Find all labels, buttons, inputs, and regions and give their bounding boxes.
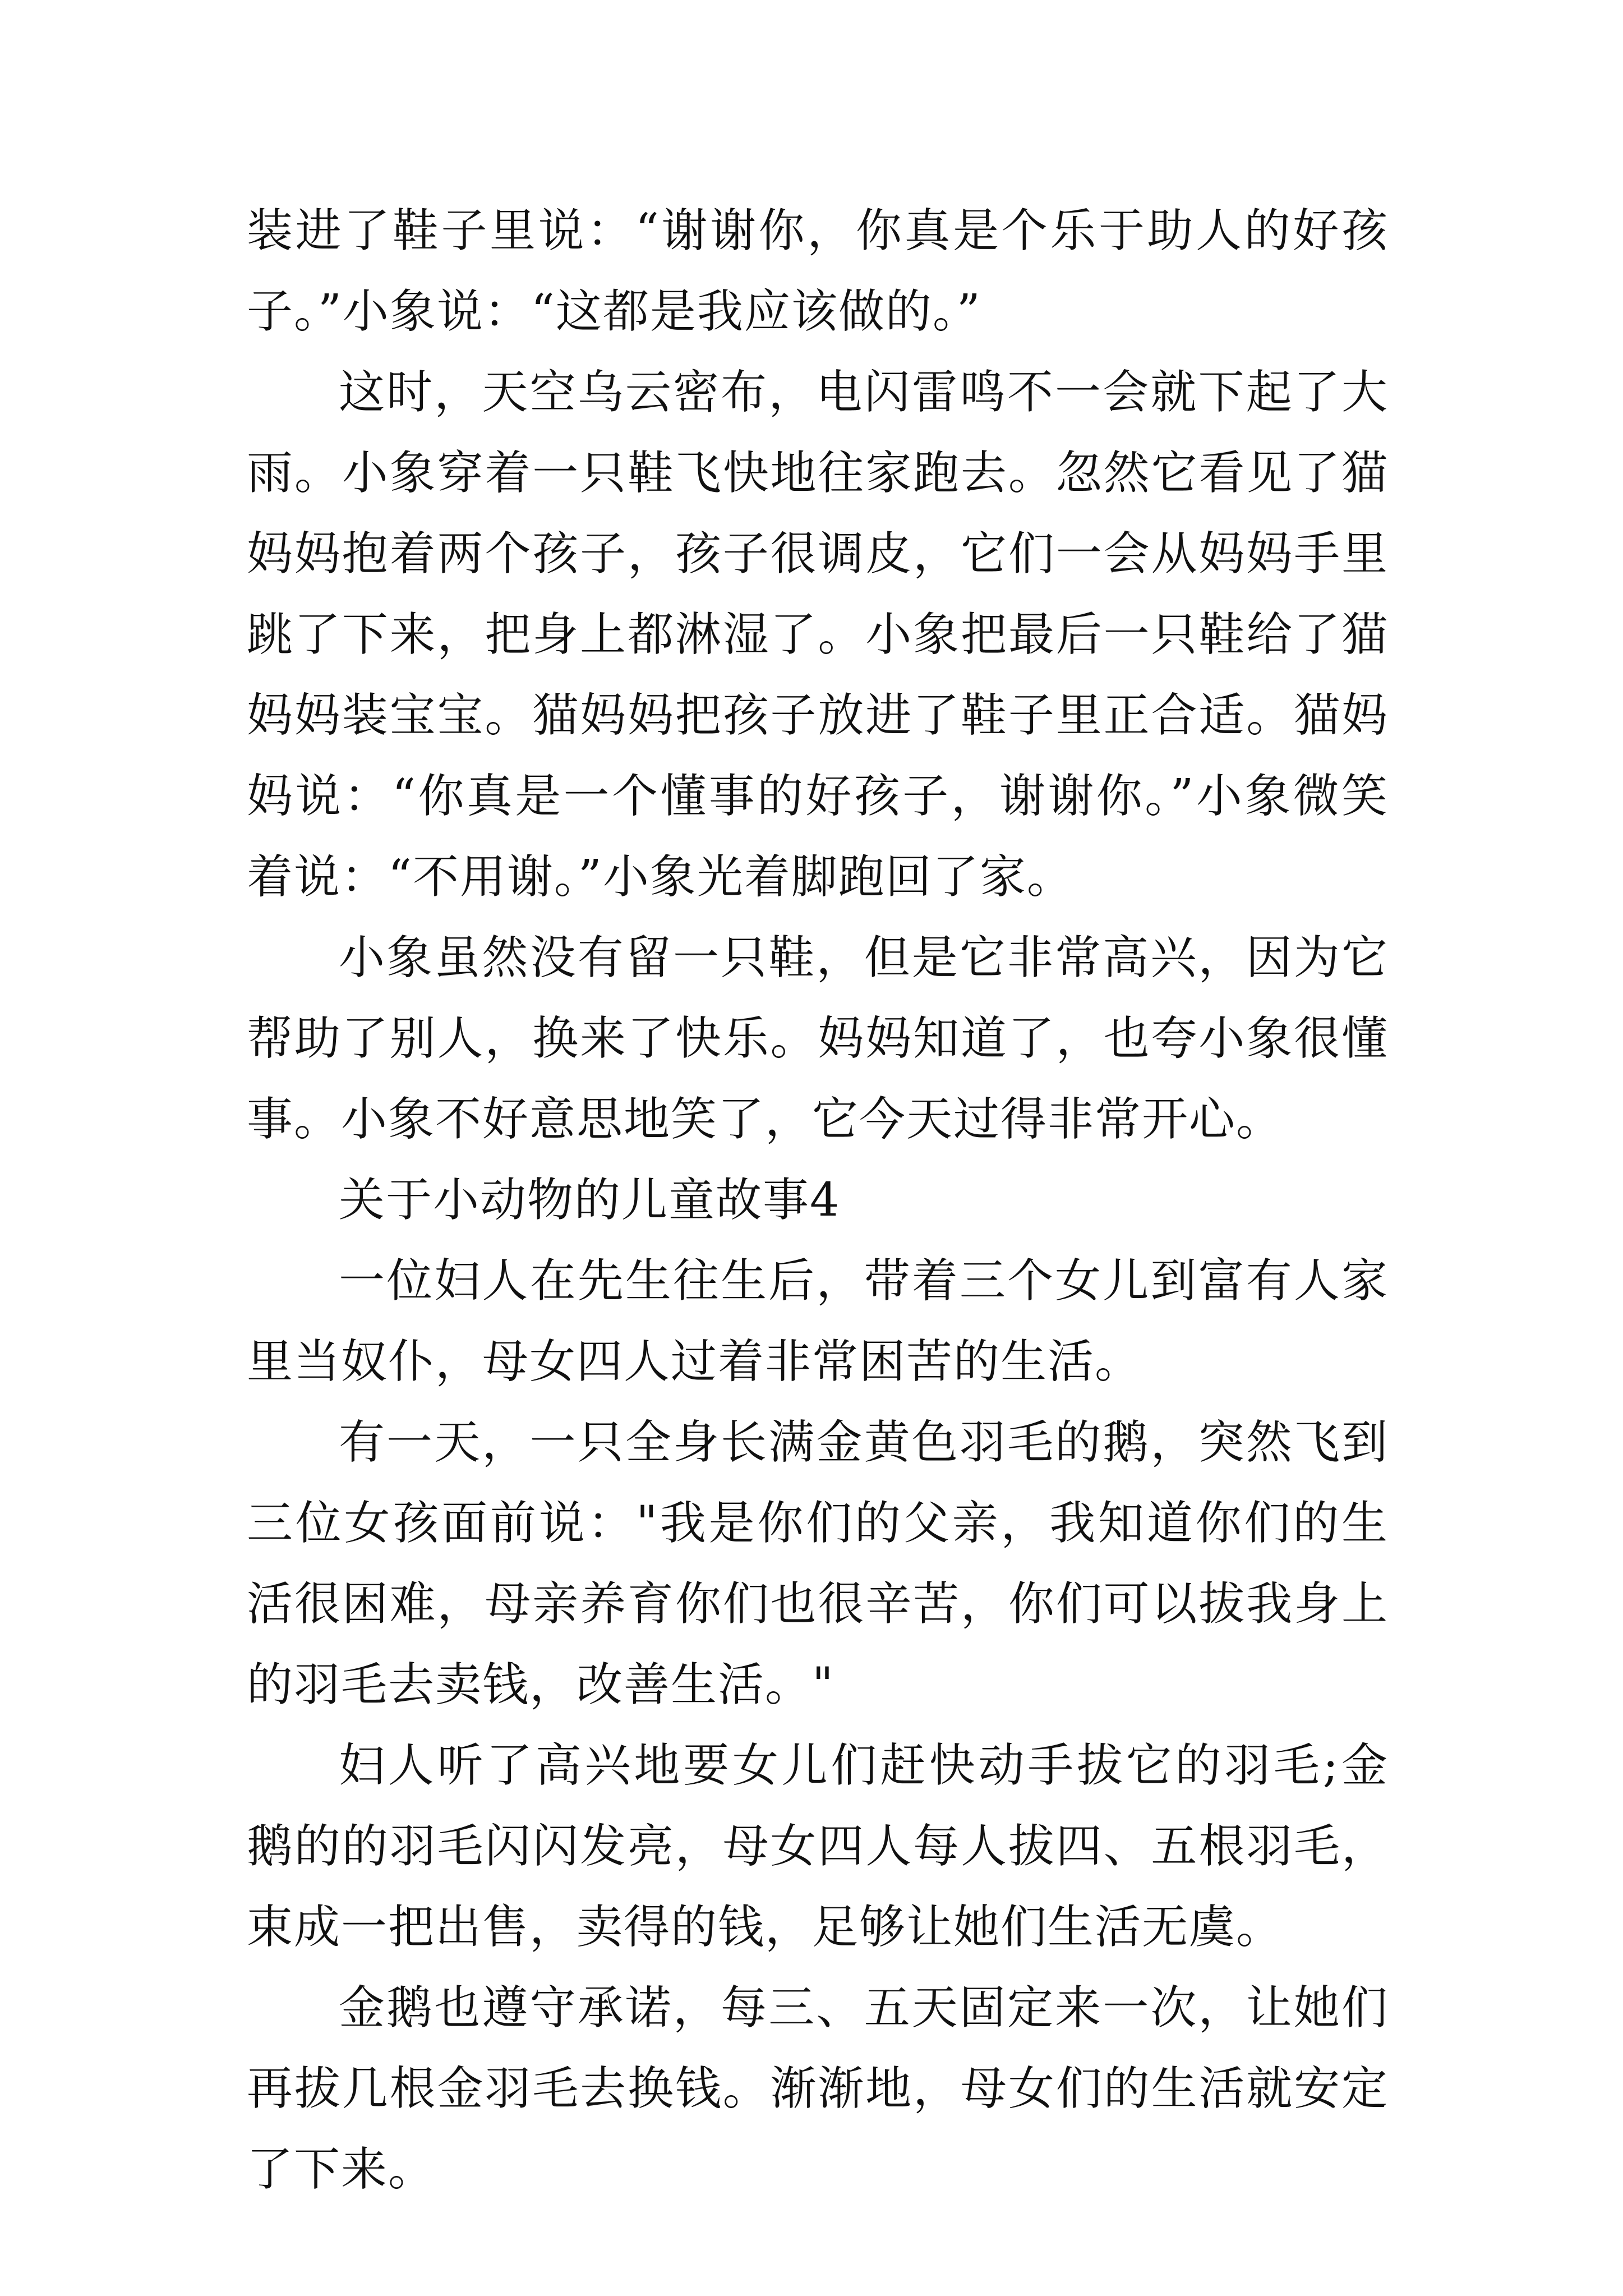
- document-body: [247, 191, 1389, 2210]
- paragraph: 妇人听了高兴地要女儿们赶快动手拔它的羽毛;金鹅的的羽毛闪闪发亮，母女四人每人拔四、五根羽毛，束成一把出售，卖得的钱，足够让她们生活无虞。: [247, 1739, 1389, 1954]
- paragraph: 一位妇人在先生往生后，带着三个女儿到富有人家里当奴仆，母女四人过着非常困苦的生活。: [247, 1254, 1389, 1388]
- paragraph: 小象虽然没有留一只鞋，但是它非常高兴，因为它帮助了别人，换来了快乐。妈妈知道了，也夸小象很懂事。小象不好意思地笑了，它今天过得非常开心。: [247, 931, 1389, 1146]
- section-heading: 关于小动物的儿童故事4: [339, 1174, 841, 1227]
- paragraph: 有一天，一只全身长满金黄色羽毛的鹅，突然飞到三位女孩面前说："我是你们的父亲，我知道你们的生活很困难，母亲养育你们也很辛苦，你们可以拔我身上的羽毛去卖钱，改善生活。": [247, 1416, 1389, 1711]
- paragraph: 这时，天空乌云密布，电闪雷鸣不一会就下起了大雨。小象穿着一只鞋飞快地往家跑去。忽然它看见了猫妈妈抱着两个孩子，孩子很调皮，它们一会从妈妈手里跳了下来，把身上都淋湿了。小象把最后一只鞋给了猫妈妈装宝宝。猫妈妈把孩子放进了鞋子里正合适。猫妈妈说：“你真是一个懂事的好孩子，谢谢你。”小象微笑着说：“不用谢。”小象光着脚跑回了家。: [247, 366, 1389, 904]
- paragraph-continuation: 装进了鞋子里说：“谢谢你，你真是个乐于助人的好孩子。”小象说：“这都是我应该做的。”: [247, 204, 1389, 338]
- paragraph: 金鹅也遵守承诺，每三、五天固定来一次，让她们再拔几根金羽毛去换钱。渐渐地，母女们的生活就安定了下来。: [247, 1981, 1389, 2196]
